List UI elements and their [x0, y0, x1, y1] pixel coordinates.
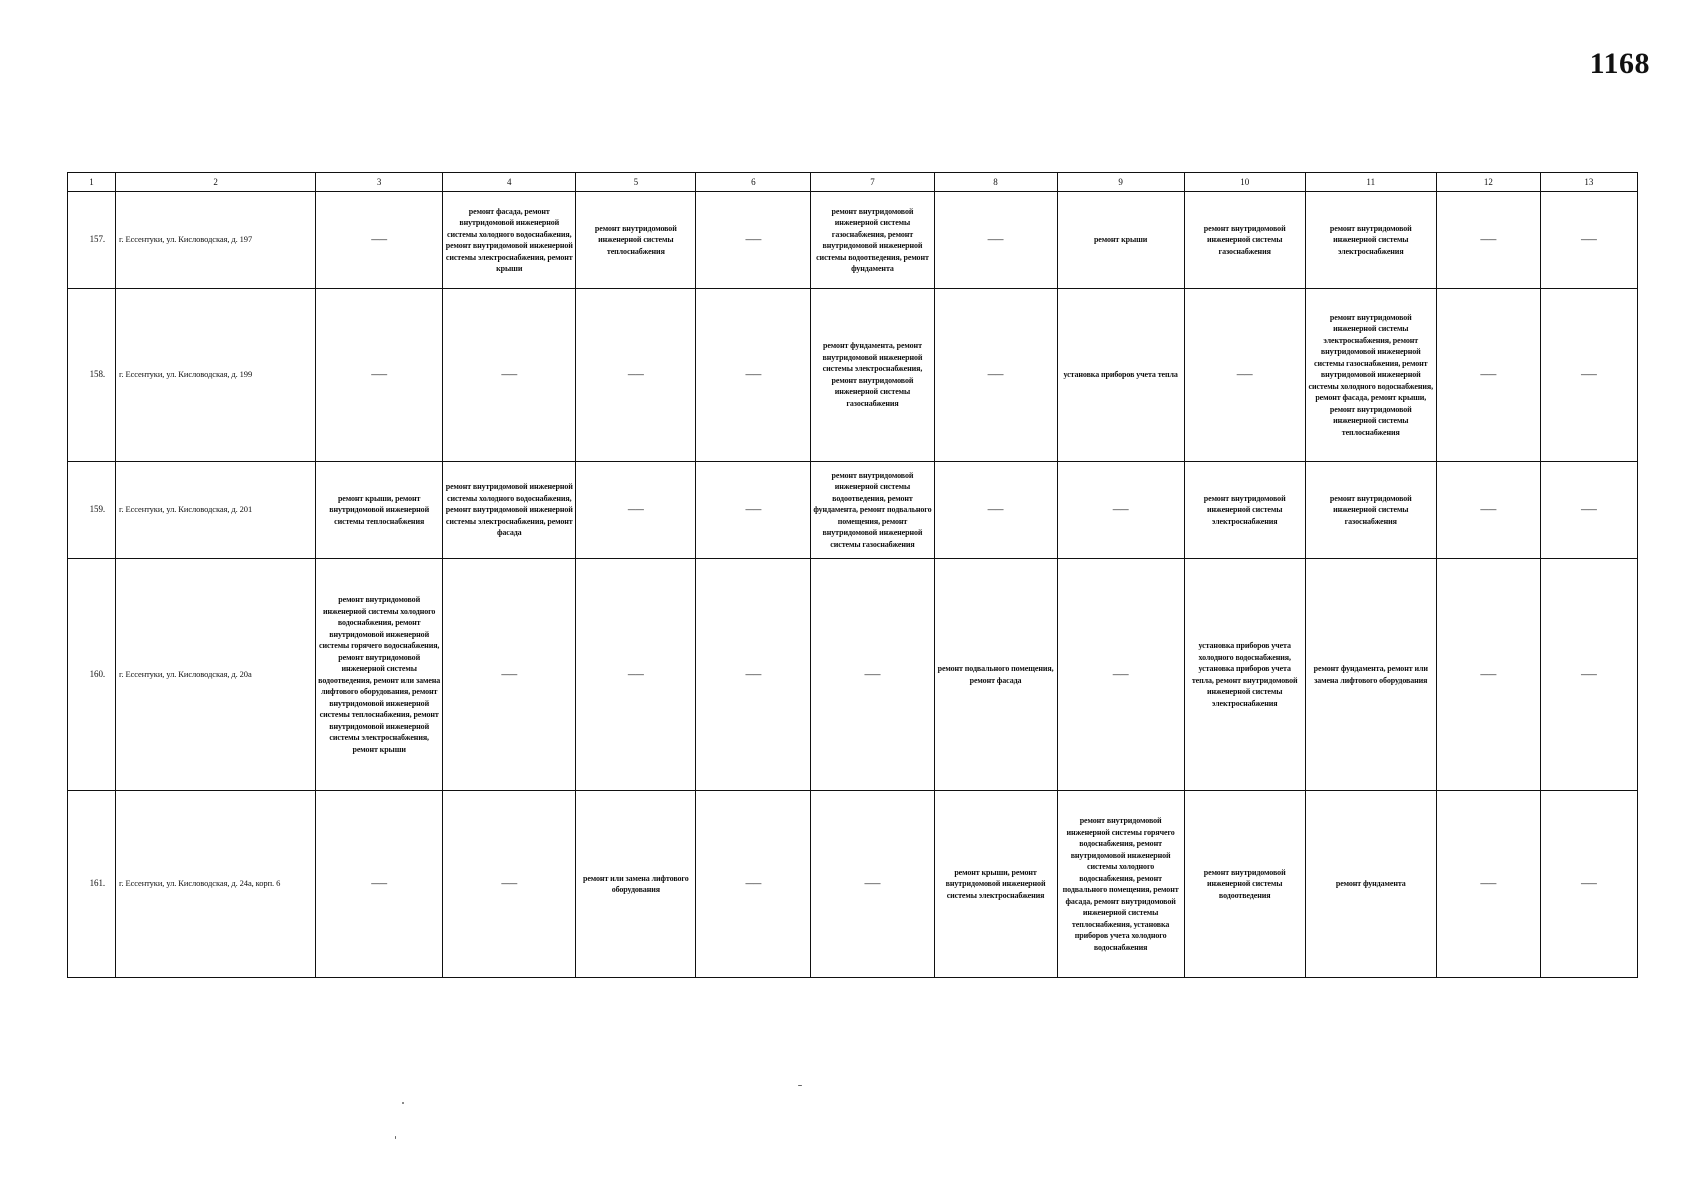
table-cell: ——: [696, 289, 811, 461]
table-cell: ——: [811, 558, 934, 791]
table-cell: ——: [576, 558, 696, 791]
column-header: 9: [1057, 173, 1184, 192]
table-cell: ремонт фундамента, ремонт или замена лифтового оборудования: [1305, 558, 1436, 791]
column-header: 2: [116, 173, 316, 192]
table-cell: ремонт фасада, ремонт внутридомовой инженерной системы холодного водоснабжения, ремонт внутридомовой инженерной системы электроснабжения, ремонт крыши: [443, 192, 576, 289]
table-cell: ——: [576, 289, 696, 461]
table-cell: ——: [1436, 461, 1540, 558]
table-cell: ремонт подвального помещения, ремонт фасада: [934, 558, 1057, 791]
table-cell: ремонт фундамента: [1305, 791, 1436, 978]
address-cell: г. Ессентуки, ул. Кисловодская, д. 20а: [116, 558, 316, 791]
column-header: 4: [443, 173, 576, 192]
table-cell: ремонт внутридомовой инженерной системы газоснабжения: [1184, 192, 1305, 289]
column-header: 11: [1305, 173, 1436, 192]
table-cell: ремонт или замена лифтового оборудования: [576, 791, 696, 978]
table-cell: ремонт внутридомовой инженерной системы холодного водоснабжения, ремонт внутридомовой инженерной системы электроснабжения, ремонт фасада: [443, 461, 576, 558]
table-cell: ——: [316, 289, 443, 461]
column-header: 12: [1436, 173, 1540, 192]
table-cell: ——: [696, 558, 811, 791]
address-cell: г. Ессентуки, ул. Кисловодская, д. 197: [116, 192, 316, 289]
table-cell: ремонт внутридомовой инженерной системы водоотведения, ремонт фундамента, ремонт подвального помещения, ремонт внутридомовой инженерной системы газоснабжения: [811, 461, 934, 558]
table-cell: ——: [1540, 791, 1637, 978]
table-cell: ремонт внутридомовой инженерной системы электроснабжения: [1305, 192, 1436, 289]
table-cell: ремонт внутридомовой инженерной системы газоснабжения, ремонт внутридомовой инженерной системы водоотведения, ремонт фундамента: [811, 192, 934, 289]
table-row: [68, 558, 1638, 791]
table-cell: ремонт внутридомовой инженерной системы холодного водоснабжения, ремонт внутридомовой инженерной системы горячего водоснабжения, ремонт внутридомовой инженерной системы водоотведения, ремонт или замена лифтового оборудования, ремонт внутридомовой инженерной системы теплоснабжения, ремонт внутридомовой инженерной системы электроснабжения, ремонт крыши: [316, 558, 443, 791]
table-cell: ——: [696, 791, 811, 978]
scan-speck: [798, 1085, 802, 1086]
scan-speck: [402, 1102, 404, 1104]
address-cell: г. Ессентуки, ул. Кисловодская, д. 24а, корп. 6: [116, 791, 316, 978]
table-cell: ——: [1436, 791, 1540, 978]
row-number: 160.: [68, 558, 116, 791]
table-cell: ремонт крыши, ремонт внутридомовой инженерной системы электроснабжения: [934, 791, 1057, 978]
table-cell: ——: [1184, 289, 1305, 461]
table-cell: ——: [1436, 558, 1540, 791]
column-header: 6: [696, 173, 811, 192]
row-number: 161.: [68, 791, 116, 978]
table-cell: ——: [1436, 289, 1540, 461]
table-row: [68, 461, 1638, 558]
table-row: [68, 192, 1638, 289]
table-cell: ——: [934, 192, 1057, 289]
page-number: 1168: [1589, 47, 1650, 80]
table-cell: ремонт крыши, ремонт внутридомовой инженерной системы теплоснабжения: [316, 461, 443, 558]
column-header: 8: [934, 173, 1057, 192]
row-number: 159.: [68, 461, 116, 558]
table-cell: ——: [1540, 289, 1637, 461]
table-cell: установка приборов учета холодного водоснабжения, установка приборов учета тепла, ремонт внутридомовой инженерной системы электроснабжения: [1184, 558, 1305, 791]
table-row: [68, 791, 1638, 978]
table-cell: ремонт крыши: [1057, 192, 1184, 289]
table-cell: ——: [1057, 558, 1184, 791]
column-header: 3: [316, 173, 443, 192]
column-header: 5: [576, 173, 696, 192]
table-cell: ремонт внутридомовой инженерной системы водоотведения: [1184, 791, 1305, 978]
table-cell: ремонт внутридомовой инженерной системы горячего водоснабжения, ремонт внутридомовой инженерной системы холодного водоснабжения, ремонт подвального помещения, ремонт фасада, ремонт внутридомовой инженерной системы теплоснабжения, установка приборов учета холодного водоснабжения: [1057, 791, 1184, 978]
row-number: 158.: [68, 289, 116, 461]
table-cell: ремонт внутридомовой инженерной системы теплоснабжения: [576, 192, 696, 289]
table-cell: ——: [811, 791, 934, 978]
address-cell: г. Ессентуки, ул. Кисловодская, д. 199: [116, 289, 316, 461]
table-cell: ——: [1540, 192, 1637, 289]
table-cell: ——: [316, 192, 443, 289]
table-cell: ——: [576, 461, 696, 558]
table-cell: ——: [1436, 192, 1540, 289]
column-header: 7: [811, 173, 934, 192]
table-cell: ——: [1540, 461, 1637, 558]
table-row: [68, 289, 1638, 461]
column-header: 13: [1540, 173, 1637, 192]
column-header: 10: [1184, 173, 1305, 192]
address-cell: г. Ессентуки, ул. Кисловодская, д. 201: [116, 461, 316, 558]
row-number: 157.: [68, 192, 116, 289]
table-cell: ——: [443, 791, 576, 978]
table-cell: ——: [443, 289, 576, 461]
table-cell: ——: [934, 461, 1057, 558]
table-cell: ——: [1057, 461, 1184, 558]
table-cell: ——: [696, 192, 811, 289]
column-number-row: [68, 173, 1638, 192]
table-cell: ремонт внутридомовой инженерной системы электроснабжения: [1184, 461, 1305, 558]
repair-schedule-table: [67, 172, 1638, 978]
table-cell: установка приборов учета тепла: [1057, 289, 1184, 461]
table-cell: ——: [696, 461, 811, 558]
table-cell: ремонт внутридомовой инженерной системы газоснабжения: [1305, 461, 1436, 558]
table-cell: ——: [934, 289, 1057, 461]
table-cell: ремонт фундамента, ремонт внутридомовой инженерной системы электроснабжения, ремонт внутридомовой инженерной системы газоснабжения: [811, 289, 934, 461]
scan-speck: [395, 1136, 396, 1139]
table-cell: ремонт внутридомовой инженерной системы электроснабжения, ремонт внутридомовой инженерной системы газоснабжения, ремонт внутридомовой инженерной системы холодного водоснабжения, ремонт фасада, ремонт крыши, ремонт внутридомовой инженерной системы теплоснабжения: [1305, 289, 1436, 461]
column-header: 1: [68, 173, 116, 192]
table-cell: ——: [316, 791, 443, 978]
table-cell: ——: [1540, 558, 1637, 791]
table-cell: ——: [443, 558, 576, 791]
